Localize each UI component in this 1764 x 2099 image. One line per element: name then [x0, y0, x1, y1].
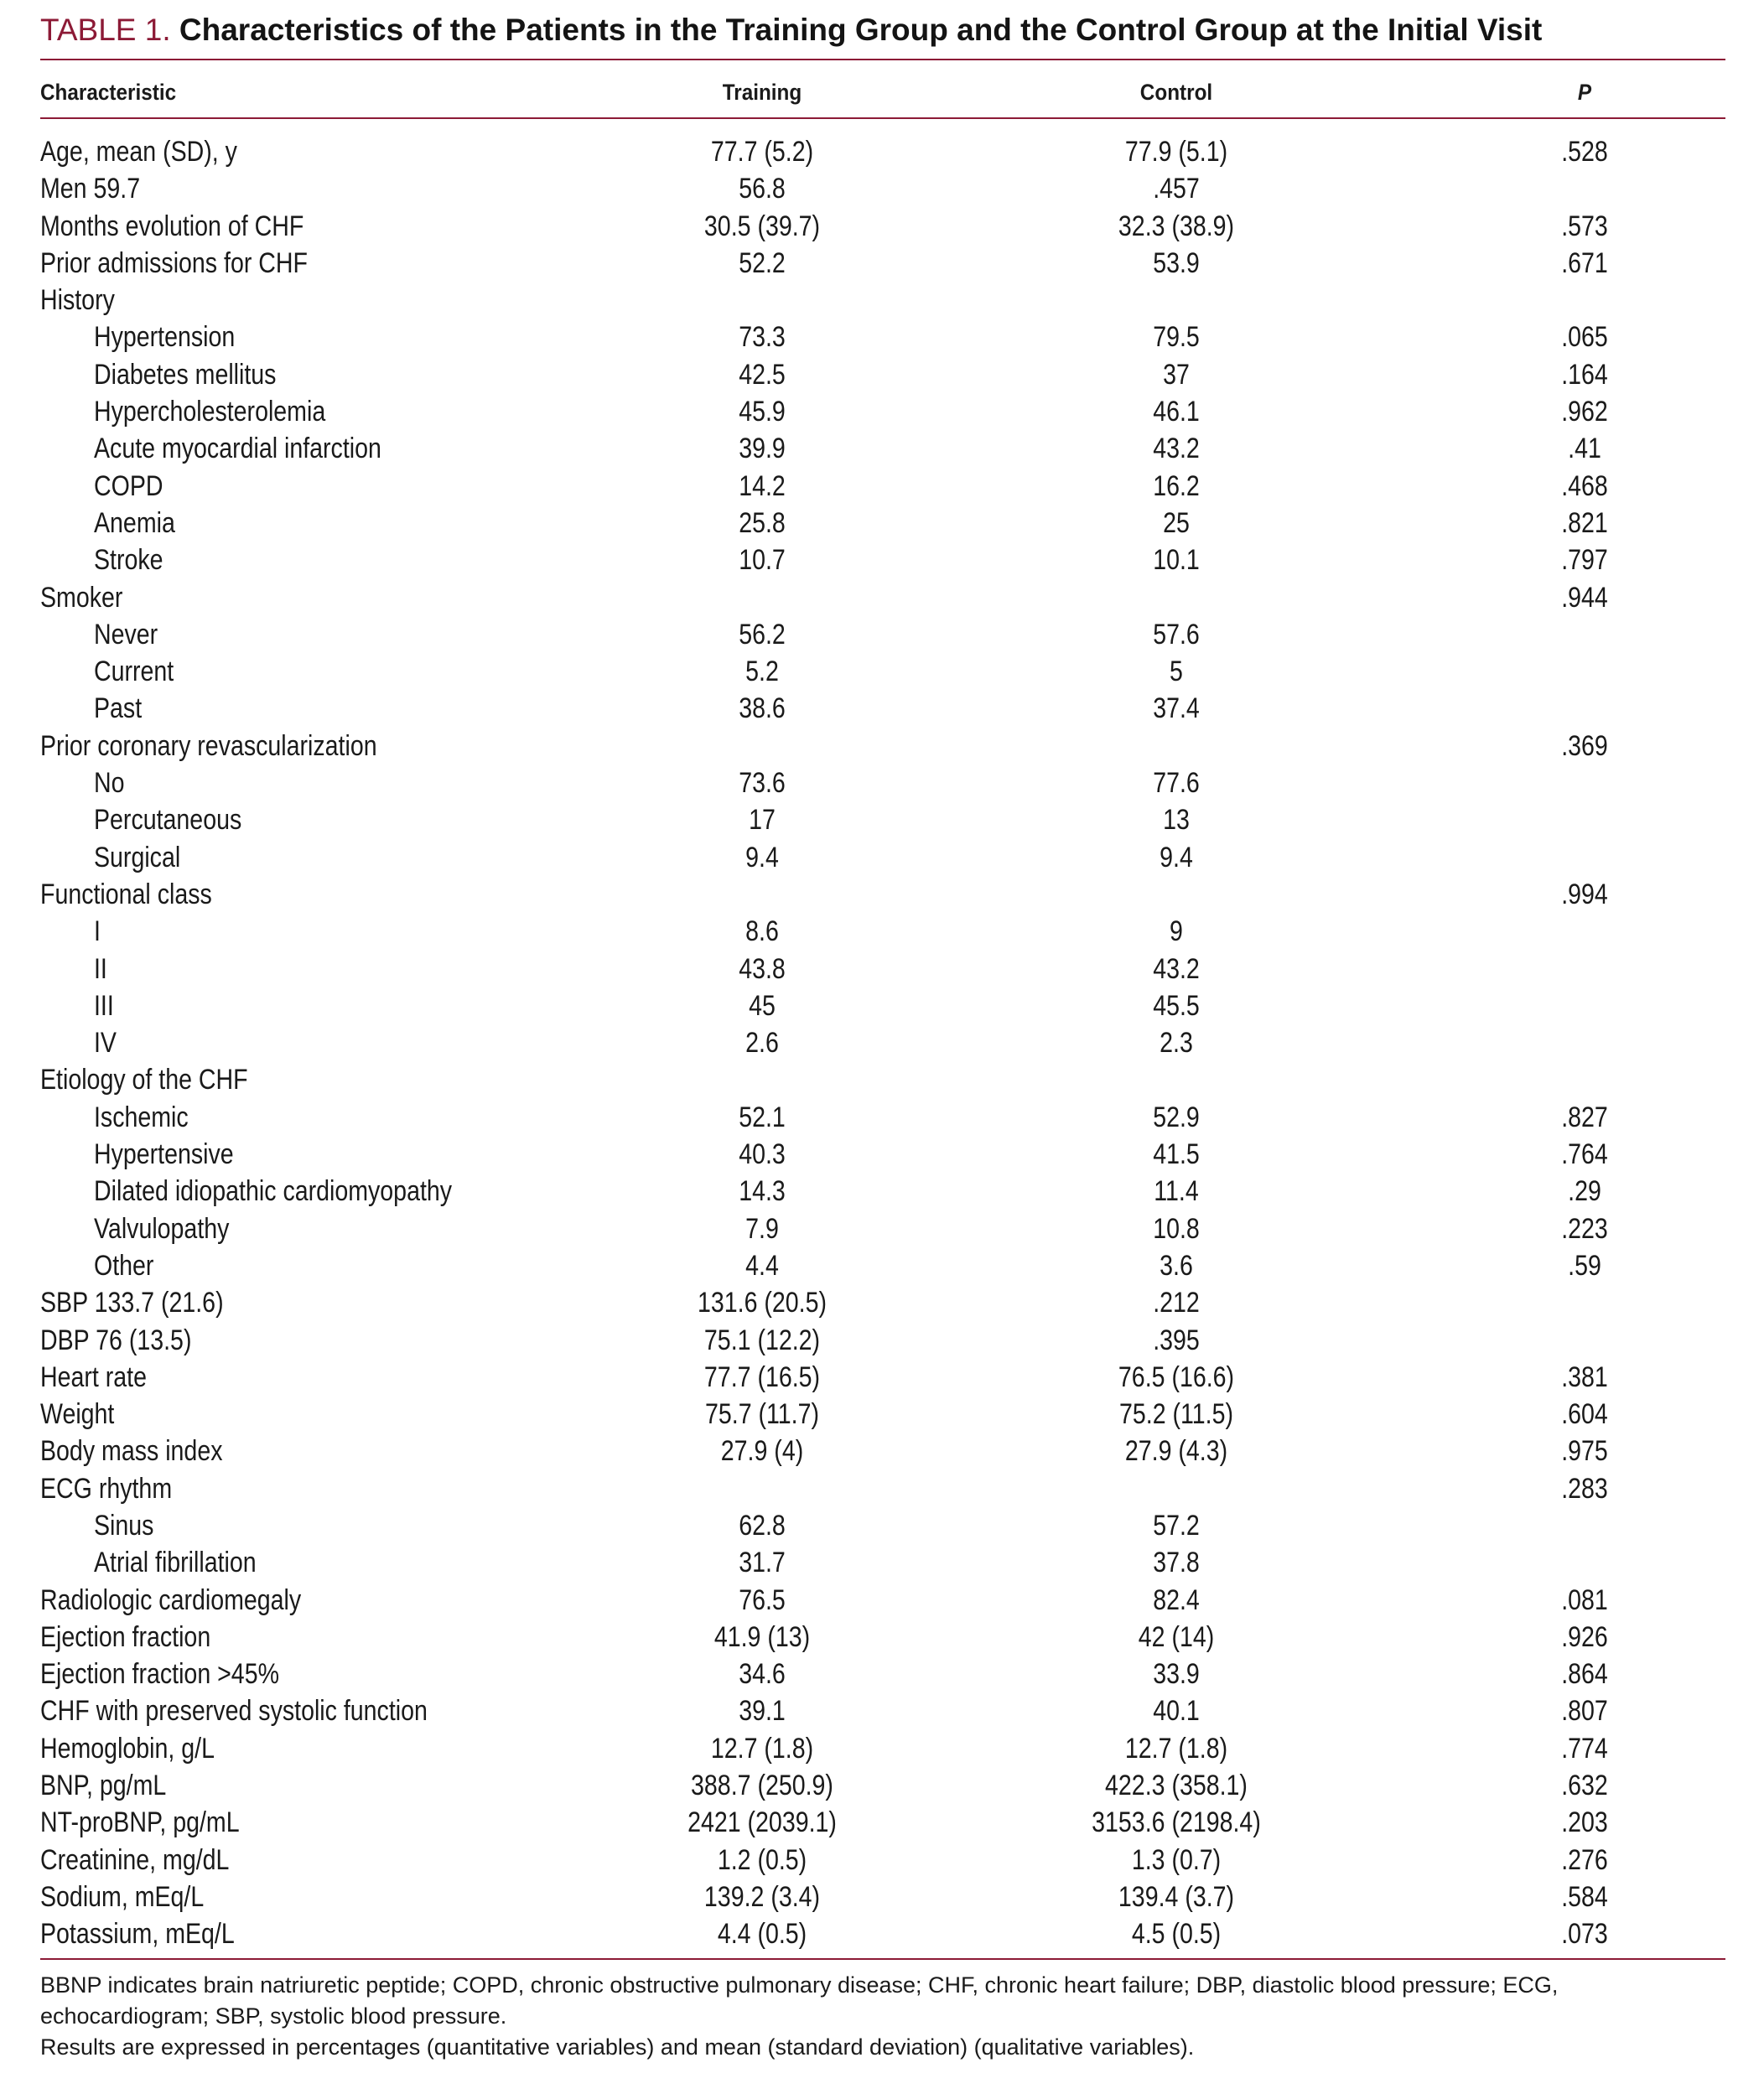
p-value: .774 — [1561, 1732, 1608, 1765]
training-value: 41.9 (13) — [713, 1620, 811, 1653]
control-value: 41.5 — [1153, 1138, 1200, 1171]
training-value: 2421 (2039.1) — [687, 1806, 837, 1839]
row-label: Hypercholesterolemia — [94, 396, 326, 428]
p-value: .203 — [1561, 1806, 1608, 1839]
control-value: 27.9 (4.3) — [1124, 1435, 1228, 1468]
table-row — [40, 1915, 1725, 1952]
training-value: 39.1 — [739, 1695, 786, 1728]
table-row — [40, 1692, 1725, 1729]
table-row — [40, 764, 1725, 801]
training-value: 77.7 (16.5) — [703, 1360, 821, 1393]
p-value: .807 — [1561, 1695, 1608, 1728]
row-label: Age, mean (SD), y — [40, 136, 237, 168]
control-value: 37.8 — [1153, 1547, 1200, 1579]
table-row — [40, 1247, 1725, 1284]
control-value: 43.2 — [1153, 433, 1200, 465]
training-value: 8.6 — [745, 915, 779, 948]
p-value: .962 — [1561, 396, 1608, 428]
row-label: IV — [94, 1027, 117, 1060]
p-value: .821 — [1561, 506, 1608, 539]
table-row — [40, 505, 1725, 542]
row-label: Valvulopathy — [94, 1212, 230, 1245]
bottom-rule — [40, 1958, 1725, 1960]
header-p-value: P — [1577, 80, 1592, 105]
p-value: .994 — [1561, 878, 1608, 910]
table-row — [40, 1284, 1725, 1321]
p-value: .59 — [1568, 1249, 1601, 1282]
row-label: Hypertension — [94, 321, 236, 354]
table-title — [40, 12, 1725, 49]
p-value: .369 — [1561, 729, 1608, 762]
row-label: Potassium, mEq/L — [40, 1918, 235, 1951]
header-training: Training — [722, 80, 802, 105]
training-value: 7.9 — [745, 1212, 779, 1245]
training-value: 73.3 — [739, 321, 786, 354]
training-value: 139.2 (3.4) — [703, 1880, 821, 1913]
row-label: Never — [94, 618, 158, 650]
training-value: 2.6 — [745, 1027, 779, 1060]
training-value: 39.9 — [739, 433, 786, 465]
control-value: .395 — [1153, 1324, 1200, 1356]
table-row — [40, 1173, 1725, 1210]
p-value: .381 — [1561, 1360, 1608, 1393]
table-row — [40, 1322, 1725, 1359]
control-value: 5 — [1170, 656, 1183, 688]
row-label: Radiologic cardiomegaly — [40, 1583, 302, 1616]
control-value: 76.5 (16.6) — [1118, 1360, 1235, 1393]
footnote-results: Results are expressed in percentages (quantitative variables) and mean (standard deviation) (qualitative variables). — [40, 2034, 1195, 2060]
header-rule — [40, 117, 1725, 119]
table-row — [40, 1396, 1725, 1433]
p-value: .528 — [1561, 136, 1608, 168]
training-value: 1.2 (0.5) — [717, 1843, 807, 1876]
training-value: 12.7 (1.8) — [710, 1732, 814, 1765]
p-value: .468 — [1561, 469, 1608, 502]
p-value: .073 — [1561, 1918, 1608, 1951]
row-label: CHF with preserved systolic function — [40, 1695, 428, 1728]
p-value: .864 — [1561, 1658, 1608, 1691]
row-label: BNP, pg/mL — [40, 1770, 167, 1802]
table-row — [40, 282, 1725, 319]
table-row — [40, 430, 1725, 467]
row-label: I — [94, 915, 101, 948]
table-row — [40, 876, 1725, 913]
table-row — [40, 393, 1725, 430]
table-row — [40, 1024, 1725, 1061]
training-value: 62.8 — [739, 1509, 786, 1542]
training-value: 17 — [749, 804, 776, 837]
row-label: Ejection fraction — [40, 1620, 211, 1653]
control-value: 37.4 — [1153, 692, 1200, 725]
control-value: 46.1 — [1153, 396, 1200, 428]
p-value: .081 — [1561, 1583, 1608, 1616]
training-value: 45.9 — [739, 396, 786, 428]
control-value: 45.5 — [1153, 989, 1200, 1022]
table-caption: Characteristics of the Patients in the Training Group and the Control Group at the Initial Visit — [179, 13, 1543, 47]
training-value: 14.3 — [739, 1175, 786, 1208]
row-label: Hemoglobin, g/L — [40, 1732, 215, 1765]
control-value: 3153.6 (2198.4) — [1092, 1806, 1261, 1839]
row-label: Past — [94, 692, 143, 725]
table-row — [40, 1730, 1725, 1767]
row-label: DBP 76 (13.5) — [40, 1324, 192, 1356]
table-row — [40, 728, 1725, 764]
control-value: 40.1 — [1153, 1695, 1200, 1728]
row-label: Sinus — [94, 1509, 154, 1542]
training-value: 27.9 (4) — [720, 1435, 804, 1468]
table-row — [40, 801, 1725, 838]
row-label: Men 59.7 — [40, 173, 141, 205]
row-label: Dilated idiopathic cardiomyopathy — [94, 1175, 453, 1208]
training-value: 30.5 (39.7) — [703, 210, 821, 242]
row-label: Stroke — [94, 544, 163, 577]
p-value: .283 — [1561, 1472, 1608, 1505]
control-value: 42 (14) — [1138, 1620, 1215, 1653]
control-value: 2.3 — [1160, 1027, 1193, 1060]
control-value: 139.4 (3.7) — [1118, 1880, 1235, 1913]
row-label: Hypertensive — [94, 1138, 234, 1171]
p-value: .764 — [1561, 1138, 1608, 1171]
row-label: Etiology of the CHF — [40, 1064, 248, 1096]
control-value: 9.4 — [1160, 841, 1193, 873]
control-value: 75.2 (11.5) — [1118, 1398, 1234, 1431]
table-row — [40, 1879, 1725, 1915]
p-value: .827 — [1561, 1101, 1608, 1133]
table-row — [40, 1582, 1725, 1619]
row-label: Other — [94, 1249, 154, 1282]
p-value: .926 — [1561, 1620, 1608, 1653]
p-value: .671 — [1561, 246, 1608, 279]
table-row — [40, 356, 1725, 393]
control-value: 57.6 — [1153, 618, 1200, 650]
row-label: Creatinine, mg/dL — [40, 1843, 230, 1876]
training-value: 56.8 — [739, 173, 786, 205]
table-footnotes — [40, 1970, 1725, 2063]
control-value: 3.6 — [1160, 1249, 1193, 1282]
row-label: Smoker — [40, 581, 123, 614]
p-value: .944 — [1561, 581, 1608, 614]
training-value: 52.1 — [739, 1101, 786, 1133]
training-value: 31.7 — [739, 1547, 786, 1579]
training-value: 4.4 — [745, 1249, 779, 1282]
table-row — [40, 1619, 1725, 1656]
row-label: Months evolution of CHF — [40, 210, 304, 242]
p-value: .584 — [1561, 1880, 1608, 1913]
row-label: COPD — [94, 469, 163, 502]
table-row — [40, 579, 1725, 616]
control-value: .457 — [1153, 173, 1200, 205]
training-value: 5.2 — [745, 656, 779, 688]
table-row — [40, 1804, 1725, 1841]
table-row — [40, 468, 1725, 505]
p-value: .604 — [1561, 1398, 1608, 1431]
p-value: .573 — [1561, 210, 1608, 242]
footnote-abbreviations: BBNP indicates brain natriuretic peptide; COPD, chronic obstructive pulmonary disease; CHF, chronic heart failure; DBP, diastolic blood pressure; ECG, echocardiogram; SBP, systolic blood pressure. — [40, 1972, 1559, 2029]
control-value: 82.4 — [1153, 1583, 1200, 1616]
table-row — [40, 1767, 1725, 1804]
control-value: 9 — [1170, 915, 1183, 948]
table-number: TABLE 1. — [40, 13, 171, 47]
row-label: SBP 133.7 (21.6) — [40, 1287, 224, 1319]
training-value: 10.7 — [739, 544, 786, 577]
table-row — [40, 170, 1725, 207]
row-label: Surgical — [94, 841, 181, 873]
row-label: Body mass index — [40, 1435, 223, 1468]
training-value: 40.3 — [739, 1138, 786, 1171]
training-value: 14.2 — [739, 469, 786, 502]
training-value: 34.6 — [739, 1658, 786, 1691]
control-value: .212 — [1153, 1287, 1200, 1319]
table-row — [40, 913, 1725, 950]
table-row — [40, 319, 1725, 355]
training-value: 131.6 (20.5) — [697, 1287, 828, 1319]
training-value: 38.6 — [739, 692, 786, 725]
p-value: .164 — [1561, 358, 1608, 391]
row-label: Sodium, mEq/L — [40, 1880, 205, 1913]
training-value: 77.7 (5.2) — [710, 136, 814, 168]
table-row — [40, 1470, 1725, 1507]
row-label: No — [94, 767, 125, 800]
table-row — [40, 1061, 1725, 1098]
training-value: 56.2 — [739, 618, 786, 650]
row-label: Heart rate — [40, 1360, 147, 1393]
table-row — [40, 542, 1725, 578]
table-row — [40, 1210, 1725, 1247]
training-value: 25.8 — [739, 506, 786, 539]
control-value: 13 — [1163, 804, 1190, 837]
control-value: 11.4 — [1154, 1175, 1199, 1208]
row-label: II — [94, 952, 107, 985]
row-label: History — [40, 284, 115, 317]
training-value: 4.4 (0.5) — [717, 1918, 807, 1951]
row-label: Ejection fraction >45% — [40, 1658, 279, 1691]
row-label: Weight — [40, 1398, 115, 1431]
row-label: Percutaneous — [94, 804, 242, 837]
p-value: .276 — [1561, 1843, 1608, 1876]
row-label: Acute myocardial infarction — [94, 433, 381, 465]
table-row — [40, 653, 1725, 690]
control-value: 4.5 (0.5) — [1131, 1918, 1222, 1951]
control-value: 57.2 — [1153, 1509, 1200, 1542]
table-row — [40, 133, 1725, 170]
control-value: 77.9 (5.1) — [1124, 136, 1228, 168]
training-value: 52.2 — [739, 246, 786, 279]
table-row — [40, 1507, 1725, 1544]
table-body — [40, 133, 1725, 1953]
control-value: 1.3 (0.7) — [1131, 1843, 1222, 1876]
row-label: Prior admissions for CHF — [40, 246, 308, 279]
control-value: 25 — [1163, 506, 1190, 539]
training-value: 75.1 (12.2) — [703, 1324, 821, 1356]
control-value: 53.9 — [1153, 246, 1200, 279]
training-value: 76.5 — [739, 1583, 786, 1616]
p-value: .223 — [1561, 1212, 1608, 1245]
header-characteristic: Characteristic — [40, 80, 177, 105]
table-row — [40, 1544, 1725, 1581]
row-label: Prior coronary revascularization — [40, 729, 377, 762]
control-value: 10.1 — [1153, 544, 1200, 577]
table-row — [40, 1842, 1725, 1879]
row-label: Diabetes mellitus — [94, 358, 277, 391]
control-value: 10.8 — [1153, 1212, 1200, 1245]
table-row — [40, 1136, 1725, 1173]
control-value: 422.3 (358.1) — [1105, 1770, 1248, 1802]
top-rule — [40, 59, 1725, 60]
row-label: III — [94, 989, 114, 1022]
header-control: Control — [1139, 80, 1213, 105]
row-label: ECG rhythm — [40, 1472, 173, 1505]
training-value: 388.7 (250.9) — [691, 1770, 833, 1802]
control-value: 52.9 — [1153, 1101, 1200, 1133]
table-row — [40, 987, 1725, 1024]
control-value: 32.3 (38.9) — [1118, 210, 1235, 242]
table-row — [40, 1099, 1725, 1136]
training-value: 42.5 — [739, 358, 786, 391]
control-value: 33.9 — [1153, 1658, 1200, 1691]
p-value: .41 — [1568, 433, 1601, 465]
p-value: .632 — [1561, 1770, 1608, 1802]
table-row — [40, 1656, 1725, 1692]
training-value: 45 — [749, 989, 776, 1022]
table-row — [40, 1433, 1725, 1469]
control-value: 16.2 — [1153, 469, 1200, 502]
p-value: .065 — [1561, 321, 1608, 354]
table-row — [40, 208, 1725, 245]
control-value: 79.5 — [1153, 321, 1200, 354]
p-value: .29 — [1568, 1175, 1601, 1208]
training-value: 9.4 — [745, 841, 779, 873]
training-value: 75.7 (11.7) — [704, 1398, 820, 1431]
row-label: Functional class — [40, 878, 212, 910]
row-label: Current — [94, 656, 174, 688]
control-value: 77.6 — [1153, 767, 1200, 800]
p-value: .797 — [1561, 544, 1608, 577]
control-value: 37 — [1163, 358, 1190, 391]
row-label: NT-proBNP, pg/mL — [40, 1806, 240, 1839]
table-row — [40, 951, 1725, 987]
p-value: .975 — [1561, 1435, 1608, 1468]
training-value: 73.6 — [739, 767, 786, 800]
row-label: Atrial fibrillation — [94, 1547, 257, 1579]
row-label: Anemia — [94, 506, 175, 539]
training-value: 43.8 — [739, 952, 786, 985]
table-row — [40, 839, 1725, 876]
control-value: 43.2 — [1153, 952, 1200, 985]
table-row — [40, 616, 1725, 653]
control-value: 12.7 (1.8) — [1124, 1732, 1228, 1765]
table-row — [40, 690, 1725, 727]
table-row — [40, 245, 1725, 282]
row-label: Ischemic — [94, 1101, 189, 1133]
table-row — [40, 1359, 1725, 1396]
